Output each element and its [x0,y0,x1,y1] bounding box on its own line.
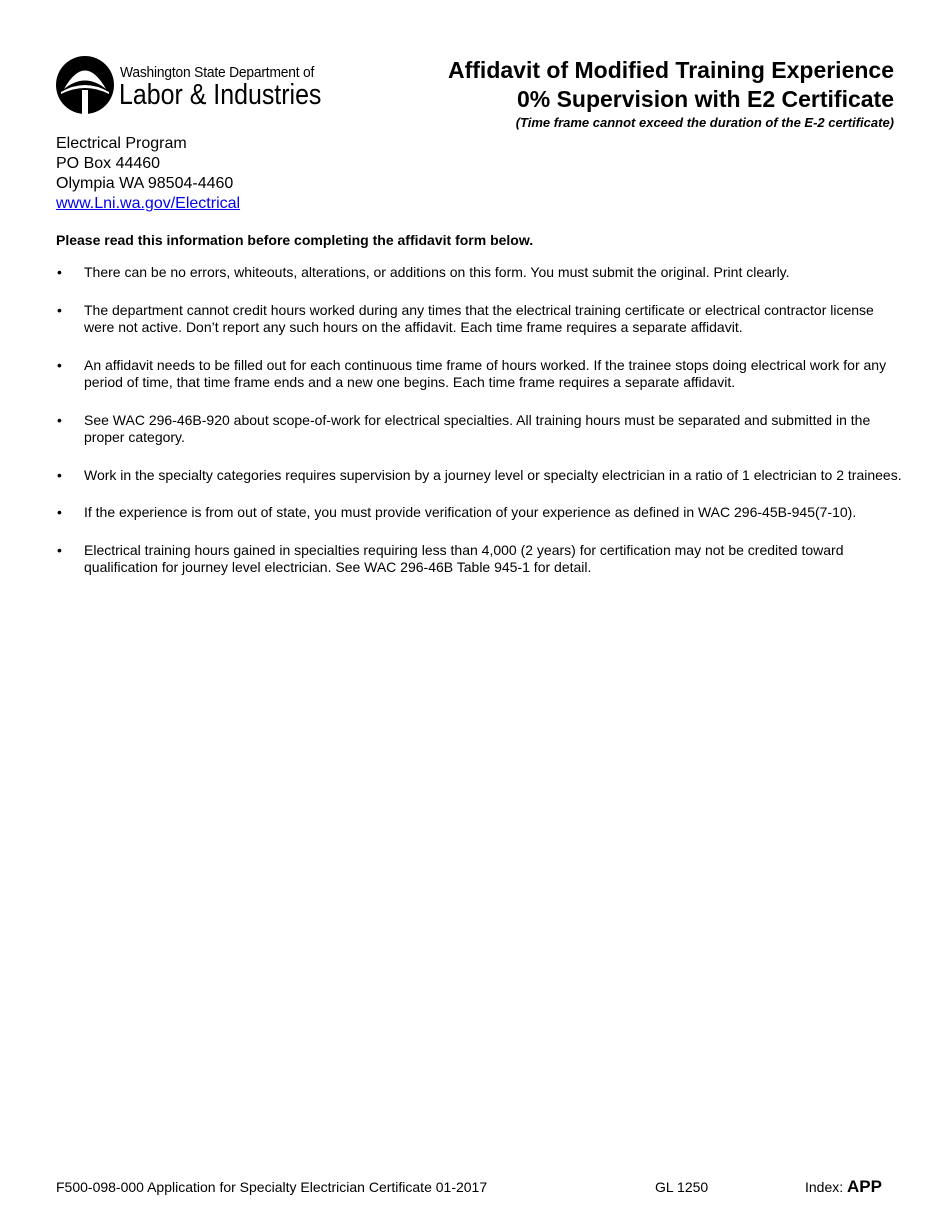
title-note: (Time frame cannot exceed the duration of the E-2 certificate) [515,115,894,130]
title-block [334,56,894,131]
agency-logo [55,54,325,118]
bullet-icon: • [57,541,62,558]
page-title: Affidavit of Modified Training Experience [448,57,894,83]
list-item [56,504,906,522]
address-block [56,134,240,214]
footer-index-value: APP [847,1177,882,1196]
list-item-text: Work in the specialty categories requires supervision by a journey level or specialty electrician in a ratio of 1 electrician to 2 trainees. [84,466,902,483]
footer-form-id: F500-098-000 Application for Specialty Electrician Certificate 01-2017 [56,1179,488,1195]
logo-text-department: Washington State Department of [120,64,315,81]
footer-index [805,1177,882,1197]
list-item-text: See WAC 296-46B-920 about scope-of-work for electrical specialties. All training hours must be separated and submitted in the proper category. [84,411,871,445]
list-item-text: Electrical training hours gained in specialties requiring less than 4,000 (2 years) for certification may not be credited toward qualification for journey level electrician. See WAC 296-46B Table 945-1 for detail. [84,541,844,575]
bullet-icon: • [57,504,62,520]
list-item [56,302,906,337]
address-program: Electrical Program [56,135,187,152]
bullet-icon: • [57,301,62,318]
footer-index-label: Index: [805,1179,844,1195]
bullet-icon: • [57,264,62,280]
list-item [56,412,906,447]
lni-logo-icon [55,54,115,116]
instructions-list [56,264,906,597]
bullet-icon: • [57,466,62,483]
list-item-text: There can be no errors, whiteouts, alterations, or additions on this form. You must submit the original. Print clearly. [84,264,790,280]
bullet-icon: • [57,356,62,373]
logo-text-agency: Labor & Industries [119,79,322,111]
list-item-text: If the experience is from out of state, you must provide verification of your experience as defined in WAC 296-45B-945(7-10). [84,504,857,520]
list-item-text: The department cannot credit hours worked during any times that the electrical training certificate or electrical contractor license were not active. Don’t report any such hours on the affidavit. Each time frame requires a separate affidavit. [84,301,874,335]
list-item [56,264,906,282]
list-item [56,542,906,577]
footer-gl-code: GL 1250 [655,1179,709,1195]
address-po-box: PO Box 44460 [56,155,161,172]
bullet-icon: • [57,411,62,428]
address-city: Olympia WA 98504-4460 [56,175,234,192]
page-subtitle: 0% Supervision with E2 Certificate [516,86,894,112]
website-link[interactable]: www.Lni.wa.gov/Electrical [56,195,241,212]
list-item [56,357,906,392]
list-item-text: An affidavit needs to be filled out for each continuous time frame of hours worked. If the trainee stops doing electrical work for any period of time, that time frame ends and a new one begins. Each time frame requires a separate affidavit. [84,356,887,390]
list-item [56,467,906,485]
intro-instructions: Please read this information before completing the affidavit form below. [56,232,534,248]
